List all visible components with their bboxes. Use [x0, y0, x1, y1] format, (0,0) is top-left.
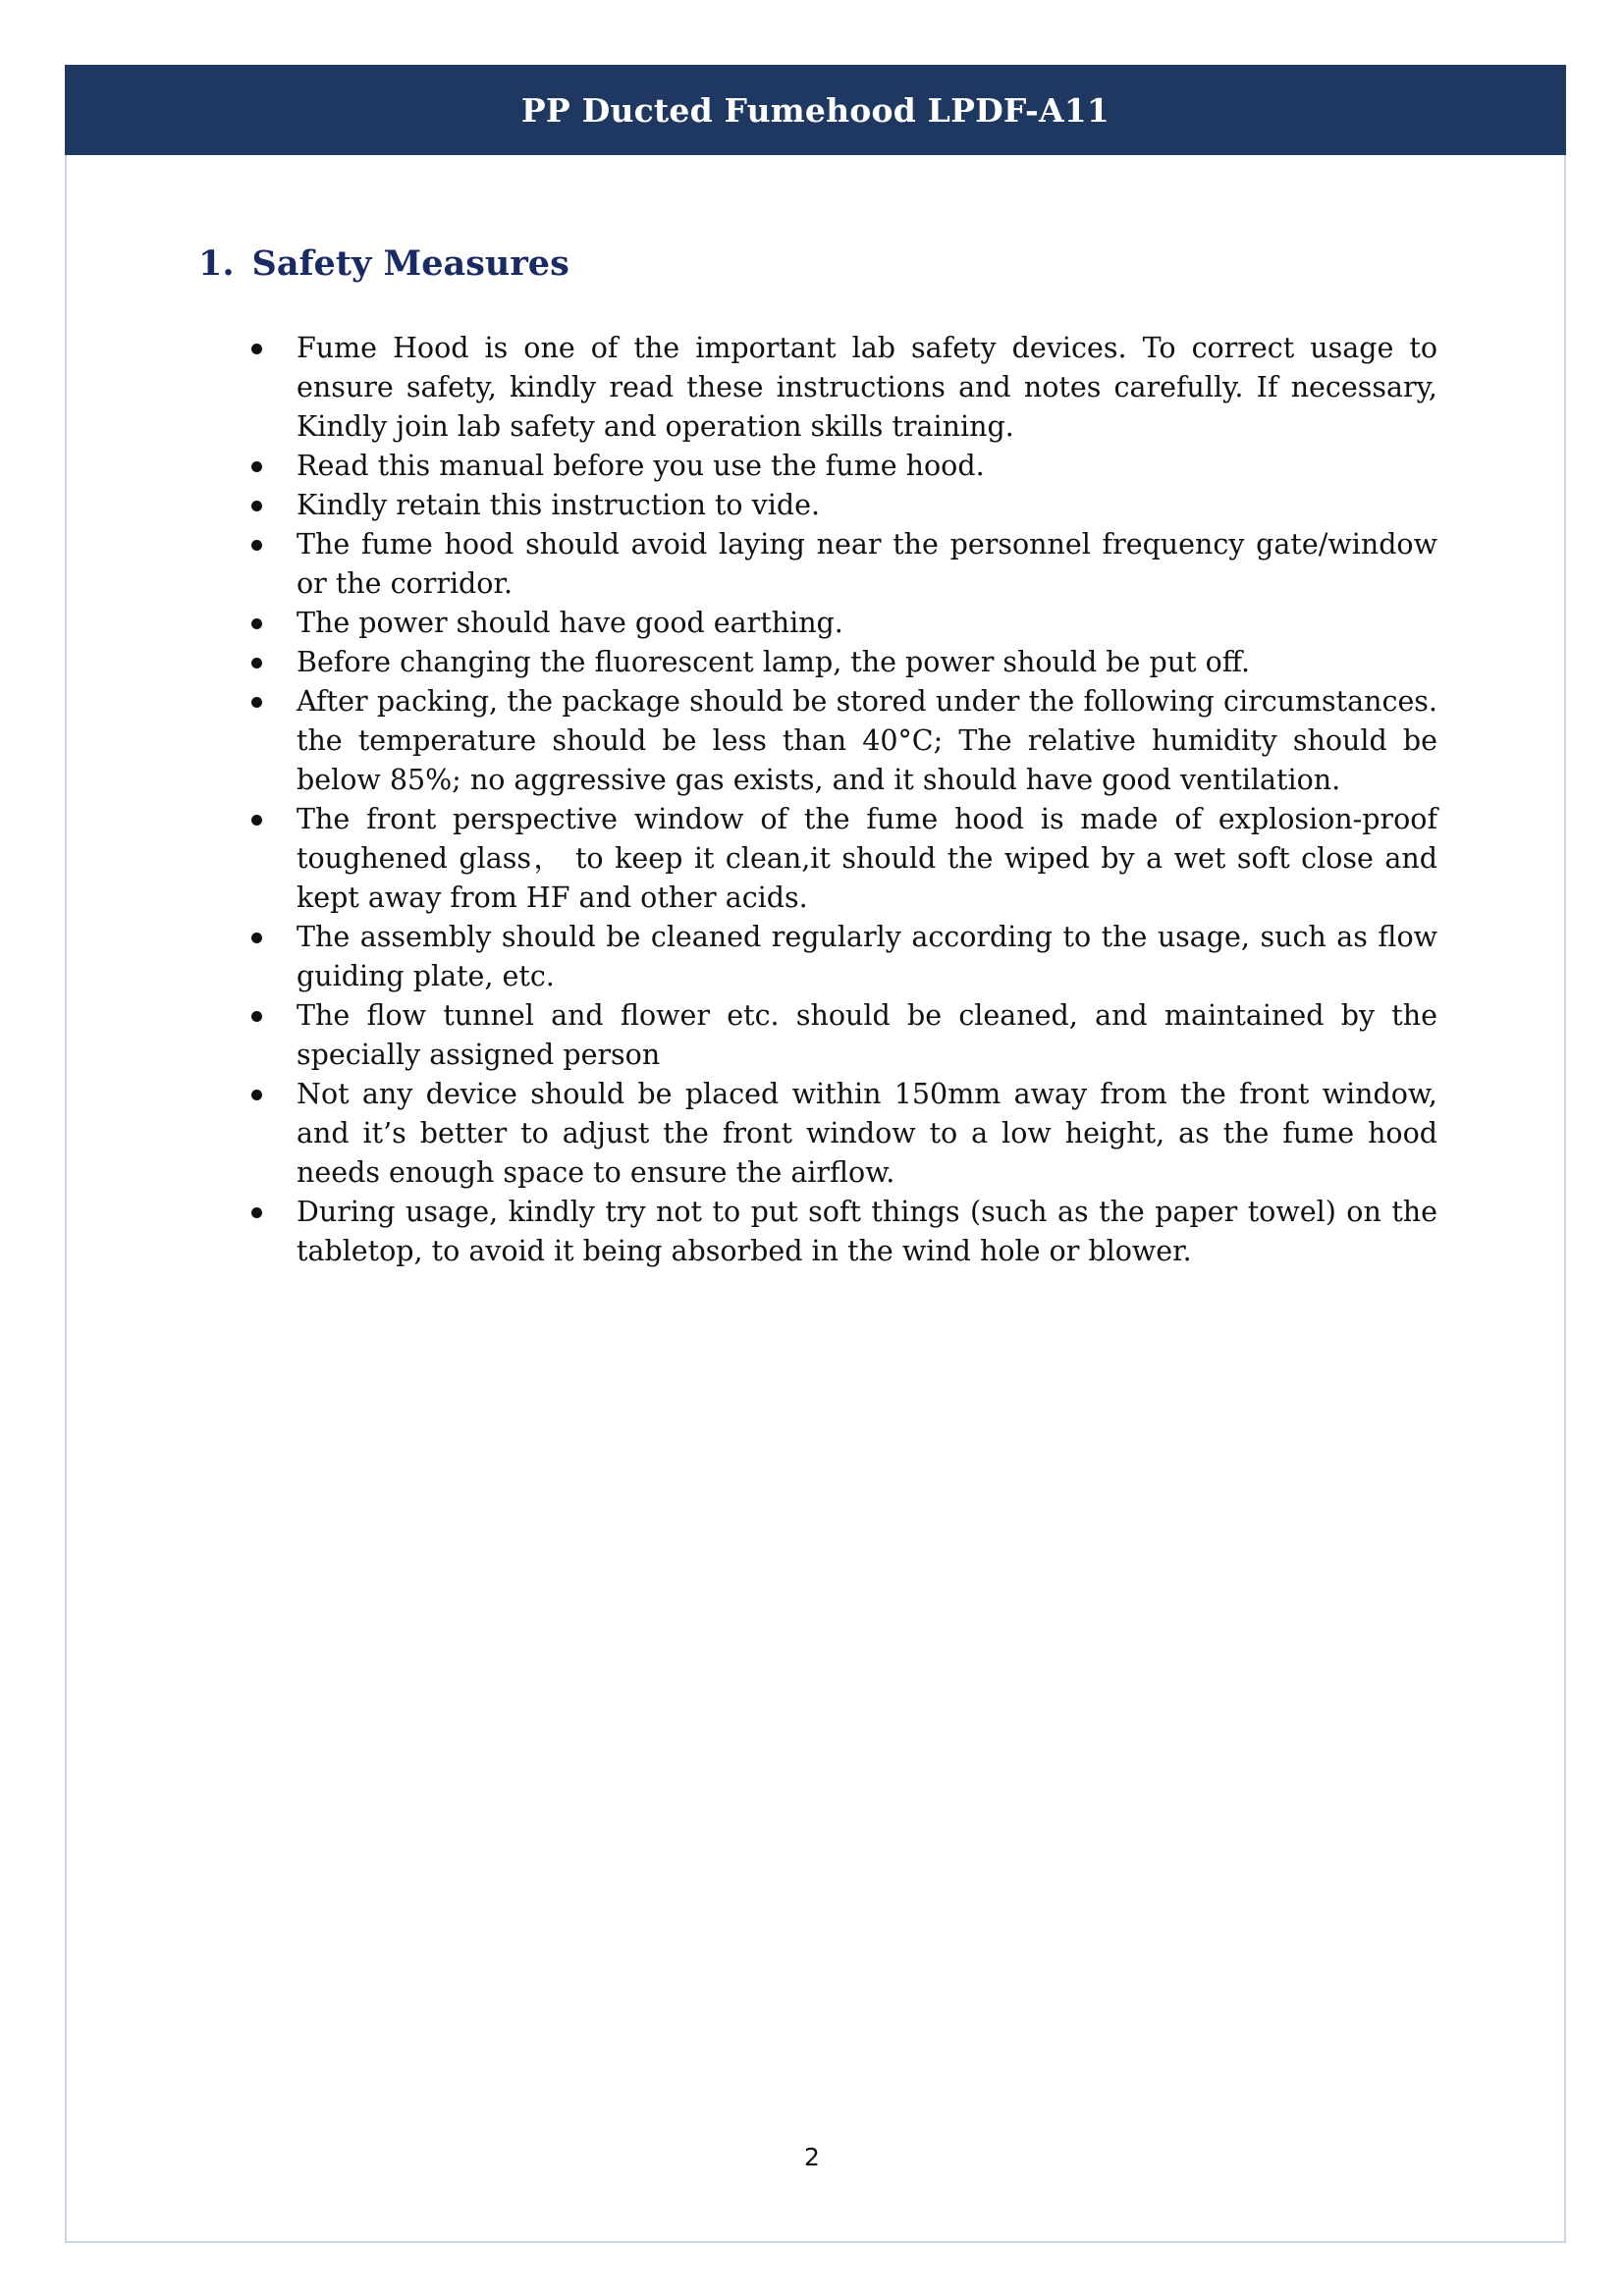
bullet-text: The flow tunnel and flower etc. should be cleaned, and maintained by the specially assigned person: [297, 999, 1437, 1071]
bullet-icon: [251, 1207, 262, 1218]
header-bar: [65, 65, 1566, 155]
section-heading: [198, 243, 569, 284]
bullet-icon: [251, 1011, 262, 1022]
bullet-text: The fume hood should avoid laying near the personnel frequency gate/window or the corridor.: [297, 528, 1437, 600]
bullet-item: [245, 329, 1437, 447]
bullet-icon: [251, 461, 262, 472]
bullet-item: [245, 996, 1437, 1075]
bullet-text: Read this manual before you use the fume hood.: [297, 450, 985, 482]
bullet-item: [245, 1075, 1437, 1193]
bullet-icon: [251, 344, 262, 354]
bullet-text: The assembly should be cleaned regularly according to the usage, such as flow guiding plate, etc.: [297, 921, 1437, 992]
safety-bullet-list: [245, 329, 1437, 1271]
bullet-item: [245, 447, 1437, 486]
bullet-text: The front perspective window of the fume hood is made of explosion-proof toughened glass， to keep it clean,it should the wiped by a wet soft close and kept away from HF and other acids.: [297, 803, 1437, 914]
bullet-text: Fume Hood is one of the important lab safety devices. To correct usage to ensure safety, kindly read these instructions and notes carefully. If necessary, Kindly join lab safety and operation skills training.: [297, 332, 1437, 443]
section-title: Safety Measures: [251, 243, 569, 284]
bullet-icon: [251, 697, 262, 708]
bullet-item: [245, 604, 1437, 643]
bullet-icon: [251, 933, 262, 943]
section-number: 1.: [198, 243, 235, 284]
bullet-icon: [251, 658, 262, 668]
bullet-icon: [251, 618, 262, 629]
bullet-item: [245, 682, 1437, 800]
bullet-icon: [251, 1090, 262, 1100]
bullet-item: [245, 918, 1437, 996]
bullet-icon: [251, 815, 262, 826]
bullet-text: Kindly retain this instruction to vide.: [297, 489, 821, 521]
bullet-text: During usage, kindly try not to put soft things (such as the paper towel) on the tabletop, to avoid it being absorbed in the wind hole or blower.: [297, 1196, 1437, 1267]
bullet-item: [245, 800, 1437, 918]
bullet-item: [245, 643, 1437, 682]
bullet-text: Not any device should be placed within 150mm away from the front window, and it’s better to adjust the front window to a low height, as the fume hood needs enough space to ensure the airflow.: [297, 1078, 1437, 1189]
bullet-item: [245, 1193, 1437, 1271]
bullet-icon: [251, 540, 262, 551]
bullet-text: The power should have good earthing.: [297, 607, 843, 639]
bullet-text: Before changing the fluorescent lamp, the power should be put off.: [297, 646, 1251, 678]
bullet-item: [245, 486, 1437, 525]
page-number: 2: [804, 2143, 820, 2171]
bullet-text: After packing, the package should be stored under the following circumstances. the temperature should be less than 40°C; The relative humidity should be below 85%; no aggressive gas exists, and it should have good ventilation.: [297, 685, 1437, 796]
document-title: PP Ducted Fumehood LPDF-A11: [520, 90, 1110, 130]
bullet-item: [245, 525, 1437, 604]
bullet-icon: [251, 501, 262, 511]
